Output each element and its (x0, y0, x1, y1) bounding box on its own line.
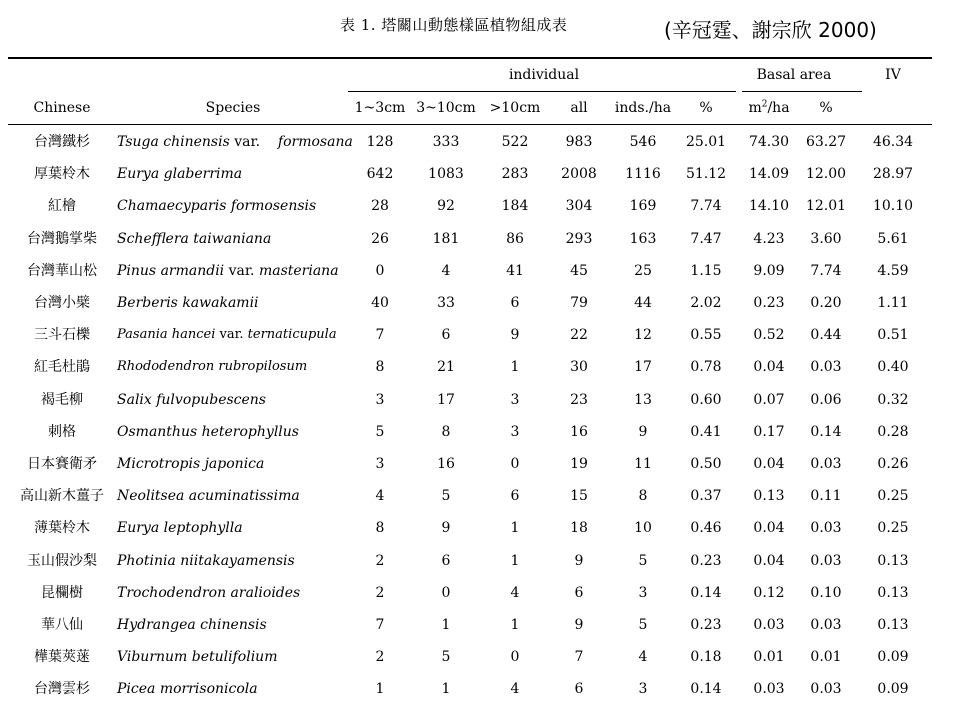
header-sub-col: inds./ha (614, 100, 672, 116)
chinese-name: 樺葉莢蒾 (34, 649, 90, 666)
chinese-name: 玉山假沙梨 (27, 552, 97, 569)
chinese-name: 褐毛柳 (41, 391, 83, 408)
chinese-name: 紅檜 (48, 198, 76, 215)
value-cell: 8 (375, 520, 385, 537)
value-cell: 128 (366, 134, 394, 150)
value-cell: 2 (375, 552, 385, 569)
value-cell: 0.14 (690, 681, 722, 698)
value-cell: 5 (441, 488, 451, 505)
value-cell: 1 (441, 617, 451, 633)
species-name: Eurya glaberrima (117, 166, 243, 183)
value-cell: 16 (437, 456, 455, 472)
value-cell: 21 (437, 359, 455, 376)
value-cell: 10.10 (872, 198, 914, 215)
value-cell: 1116 (625, 166, 661, 183)
value-cell: 7 (375, 327, 385, 344)
value-cell: 40 (371, 295, 389, 311)
value-cell: 0.09 (877, 681, 909, 698)
value-cell: 0.04 (753, 520, 785, 537)
value-cell: 6 (510, 488, 520, 505)
value-cell: 0.04 (753, 552, 785, 569)
value-cell: 6 (510, 295, 520, 311)
value-cell: 11 (634, 456, 652, 472)
value-cell: 0.04 (753, 359, 785, 376)
value-cell: 12.00 (805, 166, 847, 183)
value-cell: 63.27 (805, 134, 847, 150)
value-cell: 25.01 (685, 134, 727, 150)
value-cell: 0.03 (810, 359, 842, 376)
value-cell: 0.60 (690, 391, 722, 408)
value-cell: 14.09 (748, 166, 790, 183)
value-cell: 2 (375, 649, 385, 666)
chinese-name: 華八仙 (41, 617, 83, 633)
value-cell: 0.01 (753, 649, 785, 666)
value-cell: 30 (570, 359, 588, 376)
species-name: Eurya leptophylla (117, 520, 243, 537)
value-cell: 74.30 (748, 134, 790, 150)
header-chinese: Chinese (33, 100, 91, 116)
value-cell: 0.06 (810, 391, 842, 408)
value-cell: 0.23 (690, 552, 722, 569)
chinese-name: 台灣雲杉 (34, 681, 90, 698)
value-cell: 3 (375, 456, 385, 472)
value-cell: 0.13 (753, 488, 785, 505)
value-cell: 7.47 (690, 230, 722, 247)
value-cell: 0.26 (877, 456, 909, 472)
value-cell: 1 (510, 617, 520, 633)
value-cell: 0.13 (877, 584, 909, 601)
value-cell: 293 (565, 230, 593, 247)
value-cell: 8 (375, 359, 385, 376)
value-cell: 12 (634, 327, 652, 344)
value-cell: 642 (366, 166, 394, 183)
header-sub-col: 1~3cm (354, 100, 406, 116)
value-cell: 0.09 (877, 649, 909, 666)
value-cell: 6 (441, 327, 451, 344)
chinese-name: 台灣華山松 (27, 262, 97, 279)
value-cell: 3 (510, 391, 520, 408)
species-name: Trochodendron aralioides (117, 584, 301, 601)
value-cell: 25 (634, 262, 652, 279)
value-cell: 5 (441, 649, 451, 666)
value-cell: 18 (570, 520, 588, 537)
value-cell: 9 (574, 552, 584, 569)
value-cell: 7.74 (810, 262, 842, 279)
header-sub-col: >10cm (489, 100, 541, 116)
species-name: Chamaecyparis formosensis (117, 198, 317, 215)
value-cell: 6 (441, 552, 451, 569)
species-name: Tsuga chinensis var. formosana (117, 134, 353, 150)
value-cell: 5.61 (877, 230, 909, 247)
value-cell: 0.23 (753, 295, 785, 311)
value-cell: 9 (638, 423, 648, 440)
value-cell: 0.23 (690, 617, 722, 633)
header-species: Species (205, 100, 261, 116)
header-rule (8, 124, 932, 125)
value-cell: 22 (570, 327, 588, 344)
value-cell: 0.25 (877, 488, 909, 505)
header-iv: IV (885, 67, 901, 83)
value-cell: 3 (510, 423, 520, 440)
chinese-name: 厚葉柃木 (34, 166, 90, 183)
value-cell: 0.03 (810, 617, 842, 633)
value-cell: 33 (437, 295, 455, 311)
value-cell: 4 (510, 584, 520, 601)
value-cell: 5 (638, 617, 648, 633)
value-cell: 51.12 (685, 166, 727, 183)
species-name: Berberis kawakamii (117, 295, 259, 311)
value-cell: 0.03 (810, 552, 842, 569)
value-cell: 46.34 (872, 134, 914, 150)
chinese-name: 薄葉柃木 (34, 520, 90, 537)
species-name: Salix fulvopubescens (117, 391, 266, 408)
value-cell: 6 (574, 681, 584, 698)
value-cell: 8 (441, 423, 451, 440)
value-cell: 0.13 (877, 552, 909, 569)
value-cell: 17 (437, 391, 455, 408)
value-cell: 0.20 (810, 295, 842, 311)
value-cell: 3 (375, 391, 385, 408)
value-cell: 0.51 (877, 327, 909, 344)
header-sub-col: % (699, 100, 713, 116)
header-sub-col: all (570, 100, 588, 116)
value-cell: 9 (441, 520, 451, 537)
chinese-name: 三斗石櫟 (34, 327, 90, 344)
value-cell: 0 (510, 456, 520, 472)
value-cell: 1 (375, 681, 385, 698)
value-cell: 283 (501, 166, 529, 183)
value-cell: 2008 (561, 166, 597, 183)
value-cell: 1 (510, 520, 520, 537)
value-cell: 0.44 (810, 327, 842, 344)
value-cell: 181 (432, 230, 460, 247)
value-cell: 2 (375, 584, 385, 601)
value-cell: 3.60 (810, 230, 842, 247)
header-basal-area: Basal area (756, 67, 832, 83)
species-name: Rhododendron rubropilosum (117, 359, 308, 375)
value-cell: 0.32 (877, 391, 909, 408)
value-cell: 16 (570, 423, 588, 440)
header-m2-per-ha: $m^2/ha$ (748, 99, 790, 116)
value-cell: 304 (565, 198, 593, 215)
value-cell: 4 (441, 262, 451, 279)
chinese-name: 紅毛杜鵑 (34, 359, 90, 376)
value-cell: 4 (638, 649, 648, 666)
species-name: Neolitsea acuminatissima (117, 488, 300, 505)
value-cell: 522 (501, 134, 529, 150)
chinese-name: 日本賽衛矛 (27, 456, 97, 472)
value-cell: 2.02 (690, 295, 722, 311)
value-cell: 7.74 (690, 198, 722, 215)
basal-area-underline (742, 91, 862, 92)
value-cell: 0.13 (877, 617, 909, 633)
value-cell: 0 (375, 262, 385, 279)
value-cell: 4.23 (753, 230, 785, 247)
value-cell: 28 (371, 198, 389, 215)
value-cell: 45 (570, 262, 588, 279)
value-cell: 79 (570, 295, 588, 311)
chinese-name: 昆欄樹 (41, 584, 83, 601)
citation: (辛冠霆、謝宗欣 2000) (664, 18, 877, 42)
species-name: Hydrangea chinensis (117, 617, 267, 633)
species-name: Pinus armandii var. masteriana (117, 262, 339, 279)
value-cell: 0.12 (753, 584, 785, 601)
value-cell: 0.40 (877, 359, 909, 376)
value-cell: 86 (506, 230, 524, 247)
value-cell: 1 (510, 552, 520, 569)
chinese-name: 台灣鵝掌柴 (27, 230, 97, 247)
value-cell: 0.28 (877, 423, 909, 440)
species-name: Photinia niitakayamensis (117, 552, 295, 569)
value-cell: 10 (634, 520, 652, 537)
value-cell: 0.52 (753, 327, 785, 344)
value-cell: 3 (638, 681, 648, 698)
value-cell: 0.01 (810, 649, 842, 666)
value-cell: 6 (574, 584, 584, 601)
species-name: Osmanthus heterophyllus (117, 423, 299, 440)
value-cell: 1.15 (690, 262, 722, 279)
value-cell: 0.07 (753, 391, 785, 408)
species-name: Microtropis japonica (117, 456, 265, 472)
value-cell: 17 (634, 359, 652, 376)
value-cell: 3 (638, 584, 648, 601)
species-name: Schefflera taiwaniana (117, 230, 272, 247)
value-cell: 0.03 (810, 520, 842, 537)
value-cell: 983 (565, 134, 593, 150)
table-title: 表 1. 塔關山動態樣區植物組成表 (340, 16, 568, 34)
value-cell: 8 (638, 488, 648, 505)
chinese-name: 刺格 (48, 423, 76, 440)
value-cell: 0.25 (877, 520, 909, 537)
individual-underline (348, 91, 736, 92)
value-cell: 4.59 (877, 262, 909, 279)
value-cell: 0.03 (753, 681, 785, 698)
value-cell: 0.41 (690, 423, 722, 440)
value-cell: 0.14 (810, 423, 842, 440)
value-cell: 5 (375, 423, 385, 440)
value-cell: 1 (510, 359, 520, 376)
value-cell: 0.10 (810, 584, 842, 601)
value-cell: 4 (375, 488, 385, 505)
value-cell: 0 (441, 584, 451, 601)
value-cell: 0 (510, 649, 520, 666)
value-cell: 28.97 (872, 166, 914, 183)
value-cell: 41 (506, 262, 524, 279)
header-sub-col: % (819, 100, 833, 116)
top-rule (8, 57, 932, 59)
chinese-name: 台灣小檗 (34, 295, 90, 311)
value-cell: 9 (574, 617, 584, 633)
value-cell: 4 (510, 681, 520, 698)
species-name: Picea morrisonicola (117, 681, 258, 698)
value-cell: 333 (432, 134, 460, 150)
species-name: Viburnum betulifolium (117, 649, 278, 666)
header-sub-col: 3~10cm (416, 100, 476, 116)
chinese-name: 高山新木薑子 (20, 488, 104, 505)
value-cell: 26 (371, 230, 389, 247)
value-cell: 0.55 (690, 327, 722, 344)
value-cell: 1.11 (877, 295, 909, 311)
value-cell: 0.78 (690, 359, 722, 376)
value-cell: 184 (501, 198, 529, 215)
value-cell: 0.17 (753, 423, 785, 440)
value-cell: 169 (629, 198, 657, 215)
header-individual: individual (508, 67, 580, 83)
value-cell: 163 (629, 230, 657, 247)
value-cell: 0.04 (753, 456, 785, 472)
value-cell: 0.46 (690, 520, 722, 537)
value-cell: 13 (634, 391, 652, 408)
value-cell: 14.10 (748, 198, 790, 215)
value-cell: 0.18 (690, 649, 722, 666)
value-cell: 9 (510, 327, 520, 344)
value-cell: 5 (638, 552, 648, 569)
value-cell: 0.50 (690, 456, 722, 472)
value-cell: 7 (375, 617, 385, 633)
value-cell: 12.01 (805, 198, 847, 215)
value-cell: 1 (441, 681, 451, 698)
value-cell: 0.03 (810, 681, 842, 698)
value-cell: 0.03 (753, 617, 785, 633)
value-cell: 44 (634, 295, 652, 311)
value-cell: 23 (570, 391, 588, 408)
value-cell: 0.03 (810, 456, 842, 472)
value-cell: 1083 (428, 166, 464, 183)
value-cell: 92 (437, 198, 455, 215)
chinese-name: 台灣鐵杉 (34, 134, 90, 150)
value-cell: 0.37 (690, 488, 722, 505)
value-cell: 0.14 (690, 584, 722, 601)
value-cell: 0.11 (810, 488, 842, 505)
species-name: Pasania hancei var. ternaticupula (117, 327, 337, 343)
value-cell: 19 (570, 456, 588, 472)
value-cell: 7 (574, 649, 584, 666)
value-cell: 546 (629, 134, 657, 150)
value-cell: 15 (570, 488, 588, 505)
value-cell: 9.09 (753, 262, 785, 279)
